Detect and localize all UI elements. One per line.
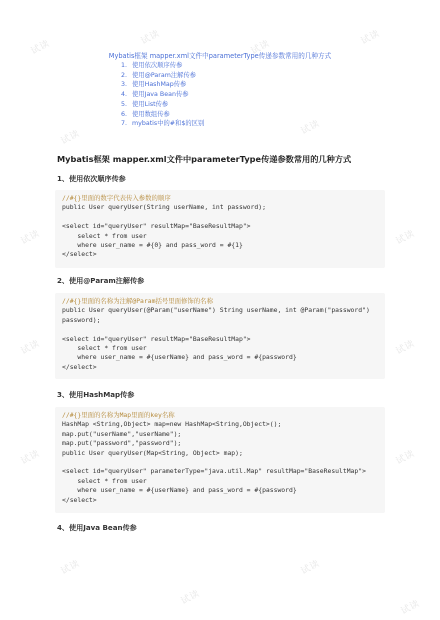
code-line: <select id="queryUser" resultMap="BaseResultMap"> — [62, 334, 251, 343]
watermark-text: 试读 — [29, 38, 52, 57]
code-line: select * from user — [62, 476, 147, 485]
code-block-3 — [55, 407, 385, 513]
code-line: where user_name = #{0} and pass_word = #{1} — [62, 240, 243, 249]
watermark-text: 试读 — [139, 28, 162, 47]
code-comment: //#{}里面的数字代表传入参数的顺序 — [62, 194, 171, 202]
watermark-text: 试读 — [59, 128, 82, 147]
toc-item[interactable]: 7. mybatis中的#和$的区别 — [121, 120, 205, 128]
watermark-text: 试读 — [19, 338, 42, 357]
watermark-text: 试读 — [59, 558, 82, 577]
code-line: </select> — [62, 362, 97, 371]
code-line: select * from user — [62, 231, 147, 240]
code-line: map.put("password","password"); — [62, 439, 182, 448]
code-line: public User queryUser(Map<String, Object> map); — [62, 448, 243, 457]
code-line: where user_name = #{userName} and pass_word = #{password} — [62, 353, 297, 362]
section-heading-3: 3、使用HashMap传参 — [57, 390, 135, 399]
toc-item[interactable]: 1. 使用依次顺序传参 — [121, 62, 183, 69]
document-title: Mybatis框架 mapper.xml文件中parameterType传递参数常用的几种方式 — [57, 154, 352, 164]
watermark-text: 试读 — [19, 228, 42, 247]
code-line: map.put("userName","userName"); — [62, 429, 182, 438]
table-of-contents — [121, 61, 204, 129]
watermark-text: 试读 — [394, 338, 417, 357]
toc-item[interactable]: 2. 使用@Param注解传参 — [121, 71, 197, 79]
code-block-1 — [55, 190, 385, 268]
toc-item[interactable]: 4. 使用Java Bean传参 — [121, 91, 189, 99]
code-line: public User queryUser(@Param("userName") String userName, int @Param("password") — [62, 306, 370, 315]
section-heading-2: 2、使用@Param注解传参 — [57, 276, 145, 285]
code-line: </select> — [62, 495, 97, 504]
code-line: select * from user — [62, 343, 147, 352]
toc-item[interactable]: 5. 使用List传参 — [121, 100, 169, 108]
watermark-text: 试读 — [399, 598, 422, 617]
watermark-text: 试读 — [249, 38, 272, 57]
toc-item[interactable]: 6. 使用数组传参 — [121, 110, 170, 118]
watermark-text: 试读 — [179, 588, 202, 607]
code-line: <select id="queryUser" resultMap="BaseResultMap"> — [62, 222, 251, 231]
section-heading-4: 4、使用Java Bean传参 — [57, 523, 137, 532]
code-line: HashMap <String,Object> map=new HashMap<String,Object>(); — [62, 420, 282, 429]
watermark-text: 试读 — [19, 448, 42, 467]
code-line: <select id="queryUser" parameterType="java.util.Map" resultMap="BaseResultMap"> — [62, 467, 366, 476]
watermark-text: 试读 — [299, 558, 322, 577]
code-line: </select> — [62, 250, 97, 259]
code-comment: //#{}里面的名称为注解@Param括号里面修饰的名称 — [62, 297, 213, 305]
code-line: where user_name = #{userName} and pass_word = #{password} — [62, 486, 297, 495]
toc-title[interactable]: Mybatis框架 mapper.xml文件中parameterType传递参数常用的几种方式 — [108, 52, 332, 60]
toc-item[interactable]: 3. 使用HashMap传参 — [121, 81, 187, 89]
watermark-text: 试读 — [394, 448, 417, 467]
code-line: public User queryUser(String userName, int password); — [62, 203, 266, 212]
code-comment: //#{}里面的名称为Map里面的key名称 — [62, 411, 175, 419]
watermark-text: 试读 — [394, 228, 417, 247]
code-block-2 — [55, 293, 385, 379]
code-line: password); — [62, 315, 101, 324]
watermark-text: 试读 — [359, 28, 382, 47]
section-heading-1: 1、使用依次顺序传参 — [57, 174, 126, 183]
watermark-text: 试读 — [299, 118, 322, 137]
